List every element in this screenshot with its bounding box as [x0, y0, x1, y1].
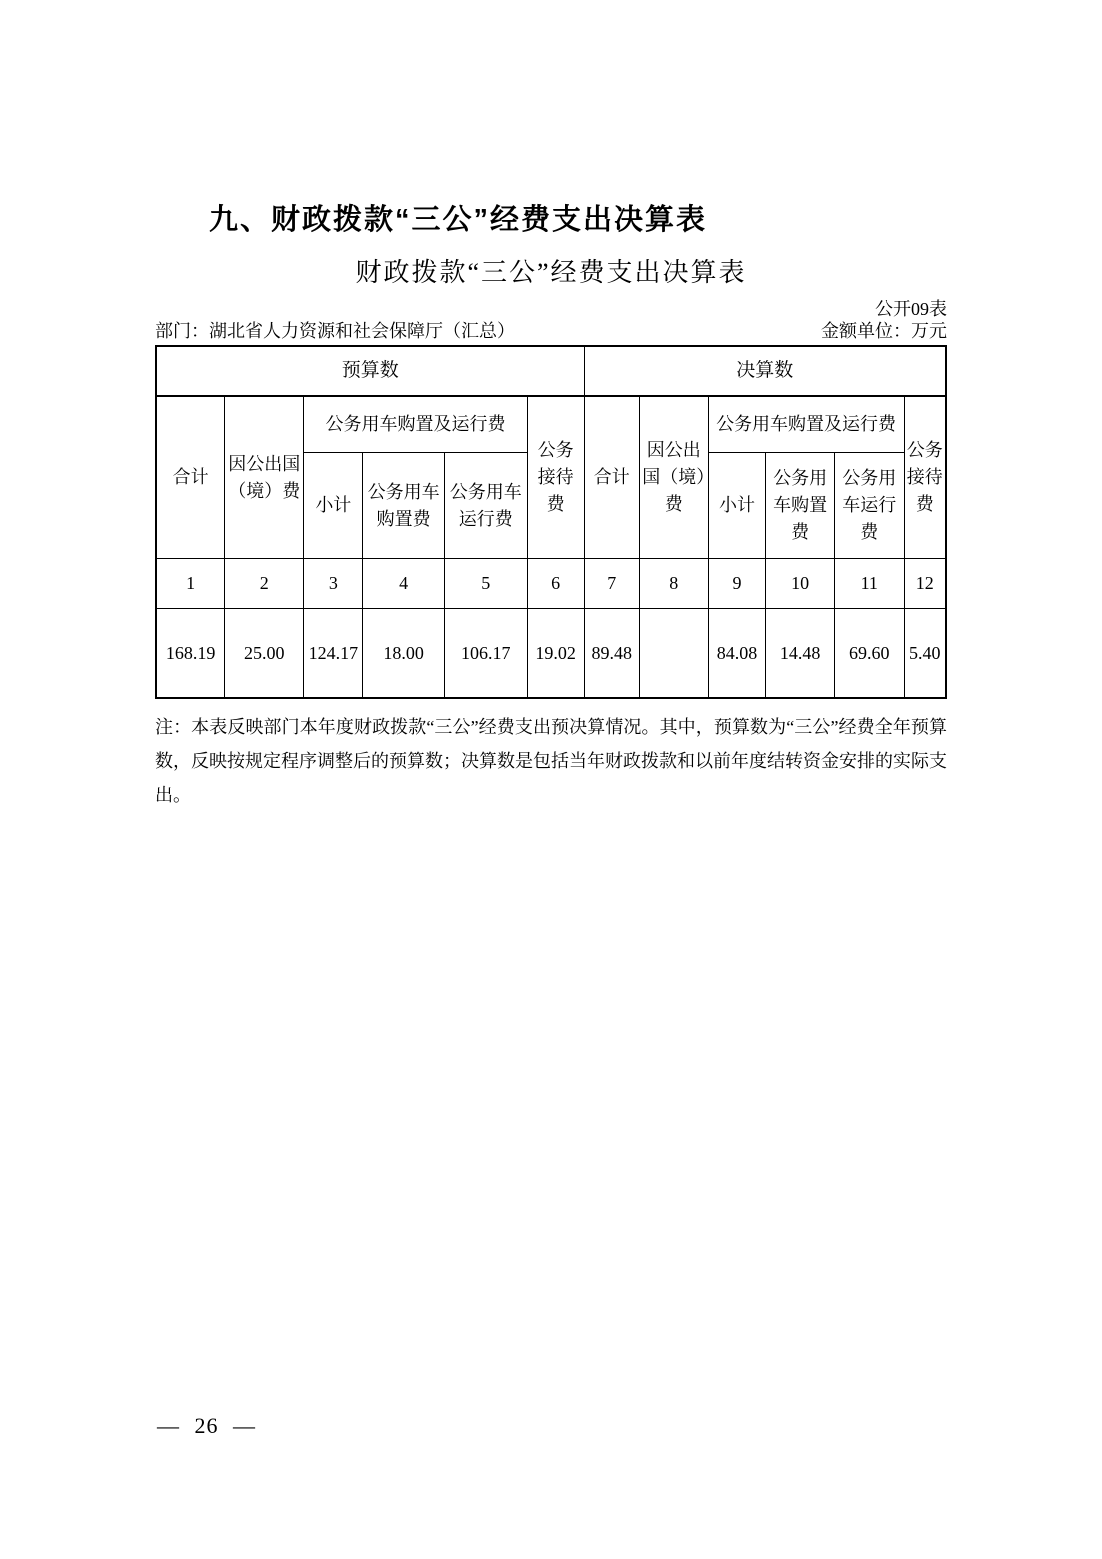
value-cell-budget-reception: 19.02 [527, 609, 584, 698]
value-cell-budget-abroad: 25.00 [225, 609, 304, 698]
header-budget-vehicle-group: 公务用车购置及运行费 [304, 396, 528, 453]
group-header-budget: 预算数 [156, 346, 584, 396]
header-final-subtotal: 小计 [708, 453, 766, 559]
value-cell-budget-vehicle-operation: 106.17 [444, 609, 527, 698]
column-number-row [156, 559, 946, 609]
value-cell-final-vehicle-operation: 69.60 [835, 609, 905, 698]
page-number: — 26 — [157, 1413, 256, 1438]
header-row-upper [156, 396, 946, 453]
column-number-cell: 6 [527, 559, 584, 609]
value-cell-final-subtotal: 84.08 [708, 609, 766, 698]
value-cell-final-abroad [639, 609, 708, 698]
column-number-cell: 9 [708, 559, 766, 609]
section-title: 九、财政拨款“三公”经费支出决算表 [209, 204, 708, 236]
header-final-vehicle-group: 公务用车购置及运行费 [708, 396, 904, 453]
column-number-cell: 4 [363, 559, 444, 609]
value-cell-final-vehicle-purchase: 14.48 [766, 609, 835, 698]
column-number-cell: 11 [835, 559, 905, 609]
column-number-cell: 8 [639, 559, 708, 609]
column-number-cell: 10 [766, 559, 835, 609]
group-header-final: 决算数 [584, 346, 946, 396]
group-header-row [156, 346, 946, 396]
column-number-cell: 1 [156, 559, 225, 609]
department-label: 部门：湖北省人力资源和社会保障厅（汇总） [155, 321, 515, 342]
header-final-vehicle-operation: 公务用车运行费 [835, 453, 905, 559]
header-budget-vehicle-operation: 公务用车运行费 [444, 453, 527, 559]
value-cell-budget-total: 168.19 [156, 609, 225, 698]
column-number-cell: 2 [225, 559, 304, 609]
column-number-cell: 7 [584, 559, 639, 609]
header-budget-abroad: 因公出国（境）费 [225, 396, 304, 559]
column-number-cell: 3 [304, 559, 363, 609]
unit-label: 金额单位：万元 [821, 321, 947, 342]
value-cell-budget-vehicle-purchase: 18.00 [363, 609, 444, 698]
value-cell-budget-subtotal: 124.17 [304, 609, 363, 698]
column-number-cell: 5 [444, 559, 527, 609]
value-cell-final-reception: 5.40 [904, 609, 946, 698]
column-number-cell: 12 [904, 559, 946, 609]
table-title: 财政拨款“三公”经费支出决算表 [355, 258, 747, 288]
header-budget-reception: 公务接待费 [527, 396, 584, 559]
header-final-vehicle-purchase: 公务用车购置费 [766, 453, 835, 559]
value-cell-final-total: 89.48 [584, 609, 639, 698]
page-content [155, 0, 947, 812]
header-final-abroad: 因公出国（境）费 [639, 396, 708, 559]
header-budget-subtotal: 小计 [304, 453, 363, 559]
header-budget-vehicle-purchase: 公务用车购置费 [363, 453, 444, 559]
header-budget-total: 合计 [156, 396, 225, 559]
table-meta-row [155, 321, 947, 343]
table-note: 注：本表反映部门本年度财政拨款“三公”经费支出预决算情况。其中，预算数为“三公”经费全年预算数，反映按规定程序调整后的预算数；决算数是包括当年财政拨款和以前年度结转资金安排的实际支出。 [155, 716, 947, 805]
header-final-total: 合计 [584, 396, 639, 559]
three-public-funds-table [155, 345, 947, 699]
header-final-reception: 公务接待费 [904, 396, 946, 559]
value-row [156, 609, 946, 698]
table-code: 公开09表 [875, 298, 947, 319]
